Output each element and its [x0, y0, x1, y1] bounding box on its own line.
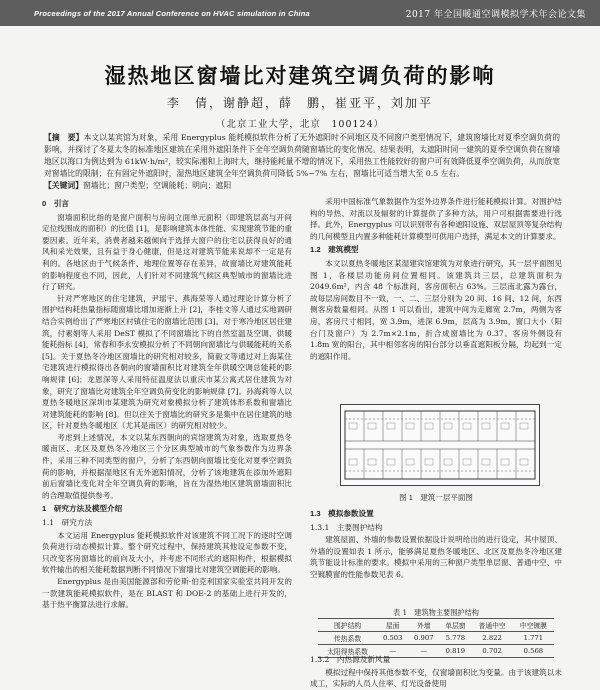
subsection-heading: 1.3 模拟参数设置 — [310, 509, 374, 518]
left-column — [42, 196, 292, 664]
affiliation: （北京工业大学，北京 100124） — [215, 119, 385, 130]
paragraph: 建筑屋面、外墙的参数设置依据设计说明给出的进行设定，其中屋顶、外墙的设置如表 1 所示，能够满足夏热冬暖地区、北区及夏热冬冷地区建筑节能设计标准的要求。模拟中采用的三种窗户类型单层窗、普通中空、中空镀膜窗的性能参数见表 6。 — [310, 535, 562, 579]
subsubsection-heading: 1.3.2 内热源及新风量 — [310, 655, 391, 664]
table-cell: 传热系数 — [318, 632, 377, 645]
subsection-heading: 1.1 研究方法 — [42, 518, 93, 528]
paper-title: 湿热地区窗墙比对建筑空调负荷的影响 — [104, 63, 496, 88]
section-intro-heading: 0 引言 — [42, 199, 70, 208]
paragraph: 窗墙面积比指的是窗户面积与房间立面单元面积（即建筑层高与开间定位线围成的面积）的比值 [1]，是影响建筑本体性能、实现建筑节能的重要因素。近年来，消费者越来越倾向于选择大窗户的住宅以获得良好的通风和采光效果，且有益于身心健康，但是这对建筑节能来说却不一定是有利的。各地区由于气候条件、地理位置等存在差异，故窗墙比对建筑能耗的影响程度也不同，因此，人们针对不同建筑气候区典型城市的窗墙比进行了研究。 — [42, 212, 292, 292]
table-header-cell: 单层窗 — [439, 619, 471, 632]
banner-chinese: 2017 年全国暖通空调模拟学术年会论文集 — [405, 9, 586, 20]
paragraph: Energyplus 是由美国能源部和劳伦斯·伯克利国家实验室共同开发的一款建筑能耗模拟软件，是在 BLAST 和 DOE-2 的基础上进行开发的，基于热平衡算法进行求解。 — [42, 577, 292, 610]
proceedings-banner — [0, 0, 600, 26]
table-cell: 太阳得热系数 — [318, 645, 377, 658]
table-header-cell: 中空镀膜 — [513, 619, 554, 632]
banner-english: Proceedings of the 2017 Annual Conference on HVAC simulation in China — [34, 8, 310, 18]
right-column-top — [310, 196, 562, 402]
section-method-heading: 1 研究方法及模型介绍 — [42, 504, 123, 514]
table-cell: 0.568 — [513, 645, 554, 658]
table-header-cell: 屋面 — [377, 619, 408, 632]
subsubsection-heading: 1.3.1 主要围护结构 — [310, 522, 383, 532]
table-row — [318, 632, 554, 645]
floor-plan-figure — [340, 404, 540, 486]
abstract-text: 本文以某宾馆为对象，采用 Energyplus 能耗模拟软件分析了无外遮阳时不同地区及不同窗户类型情况下，建筑窗墙比对夏季空调负荷的影响，并探讨了冬夏太冬的标准地区建筑在采用外遮阳条件下全年空调负荷随窗墙比的变化情况。结果表明，太遮阳时同一建筑的夏季空调负荷在窗墙地区以海口为例达到为 61kW·h/m²，较实际湘和上海时大，继持能耗量不增的情况下，采用热工性能较好的窗户可有效降低夏季空调负荷，从而放宽对窗墙比的限制；在有固定外遮阳时，湿热地区建筑全年空调负荷可降低 5%~7% 左右，窗墙比可适当增大至 0.5 左右。 — [44, 133, 560, 178]
keywords: 窗墙比；窗户类型；空调能耗；明向；遮阳 — [82, 181, 232, 190]
authors: 李 倩，谢静超，薛 鹏，崔亚平，刘加平 — [166, 96, 433, 110]
table-caption: 表 1 建筑物主要围护结构 — [393, 608, 479, 617]
paragraph: 模拟过程中保持其他参数不变，仅窗墙面积比为变量。由于该建筑以未成工，实际的人员人住率、灯光设备使用 — [310, 667, 562, 689]
right-column-mid — [310, 506, 562, 608]
paragraph: 针对严寒地区的住宅建筑，尹瑶宇、燕海荣等人通过理论计算分析了围护结构耗热量指标随窗墙比增加逐渐上升 [2]，李桂文等人通过实地调研结合实例给出了严寒地区村镇住宅的窗墙比范围 [3]。对于寒冷地区居住建筑，付素娟等人采用 DeST 模拟了不同窗墙比下的自然室温及空调、供暖能耗指标 [4]，常春和李永安模拟分析了不同朝向窗墙比与供暖能耗的关系 [5]。关于夏热冬冷地区窗墙比的研究相对较多，简毅文等通过对上海某住宅建筑进行模拟得出各朝向的窗墙面积比对建筑全年供暖空调总能耗的影响规律 [6]；龙恩深等人采用特征温度法以重庆市某公寓式居住建筑为对象，研究了窗墙比对建筑全年空调负荷变化的影响规律 [7]。孙海莉等人以夏热冬暖地区深圳市某建筑为研究对象模拟分析了建筑体形系数和窗墙比对建筑能耗的影响 [8]。但以往关于窗墙比的研究多是集中在居住建筑的地区，针对夏热冬暖地区（尤其是南区）的研究相对较少。 — [42, 293, 292, 431]
paragraph: 采用中国标准气象数据作为室外边界条件进行能耗模拟计算。对围护结构的导热、对流以及辐射的计算提供了多种方法，用户可根据需要进行选择。此外，Energyplus 可以识别带有各种遮阳设施、双层屋顶等复杂结构的几何模型且内置多种能耗计算模型可供用户选择，满足本文的计算要求。 — [310, 197, 562, 241]
paragraph: 本文运用 Energyplus 能耗模拟软件对该建筑不同工况下的逐时空调负荷进行动态模拟计算。整个研究过程中，保持建筑其他设定参数不变，只改变客房窗墙比的前向及大小，并考虑不同形式的遮阳构件，根据模拟软件输出的相关能耗数据判断不同情况下窗墙比对建筑空调能耗的影响。 — [42, 530, 292, 575]
table-header-cell: 外墙 — [408, 619, 439, 632]
table-cell: 2.822 — [472, 632, 513, 645]
table-cell: 0.503 — [377, 632, 408, 645]
abstract — [44, 132, 560, 192]
table-cell: 1.771 — [513, 632, 554, 645]
figure-caption: 图 1 建筑一层平面图 — [399, 493, 473, 502]
right-column-bottom — [310, 652, 562, 689]
table-header-cell: 普通中空 — [472, 619, 513, 632]
table-cell: 0.702 — [472, 645, 513, 658]
paragraph: 考虑到上述情况，本文以某东西朝向的宾馆建筑为对象，选取夏热冬暖南区、北区及夏热冬冷地区三个分区典型城市的气象参数作为边界条件，采用三种不同类型的窗户，分析了东西朝向窗墙比变化对夏季空调负荷的影响，并根据湿地区有无外遮阳情况，分析了该地建筑在添加外遮阳前后窗墙比变化对全年空调负荷的影响，旨在为湿热地区建筑窗墙面积比的合理取值提供参考。 — [42, 432, 292, 500]
abstract-label: 【摘 要】 — [44, 133, 84, 142]
table-cell: 0.819 — [439, 645, 471, 658]
table-cell: 5.778 — [439, 632, 471, 645]
floor-plan-drawing — [341, 405, 539, 485]
keywords-label: 【关键词】 — [44, 181, 83, 190]
table-cell: 0.907 — [408, 632, 439, 645]
table-header-row — [318, 619, 554, 632]
paragraph: 本文以夏热冬暖地区某湿建宾馆建筑为对象进行研究，其一层平面图见图 1，各楼层功能房间位置相同。该建筑共三层，总建筑面积为 2049.6m²，内含 48 个标准间，客房面积占 63%。三层南北露为露台，故每层房间数目不一致，一、二、三层分别为 20 间、16 间、12 间，东西侧客房数量相同。从图 1 可以看出，建筑中间为走廊宽 2.7m，两侧为客房，客房尺寸相同，宽 3.9m，进深 6.9m，层高为 3.9m，窗口大小（阳台门及窗户）为 2.7m×2.1m，折合成窗墙比为 0.37。客房外侧设有 1.8m 宽的阳台，其中相邻客房的阳台部分以垂直遮阳板分隔，均起到一定的遮阳作用。 — [310, 258, 562, 361]
subsection-heading: 1.2 建筑模型 — [310, 245, 359, 255]
table-cell: — — [377, 645, 408, 658]
table-header-cell: 围护结构 — [318, 619, 377, 632]
table-cell: — — [408, 645, 439, 658]
